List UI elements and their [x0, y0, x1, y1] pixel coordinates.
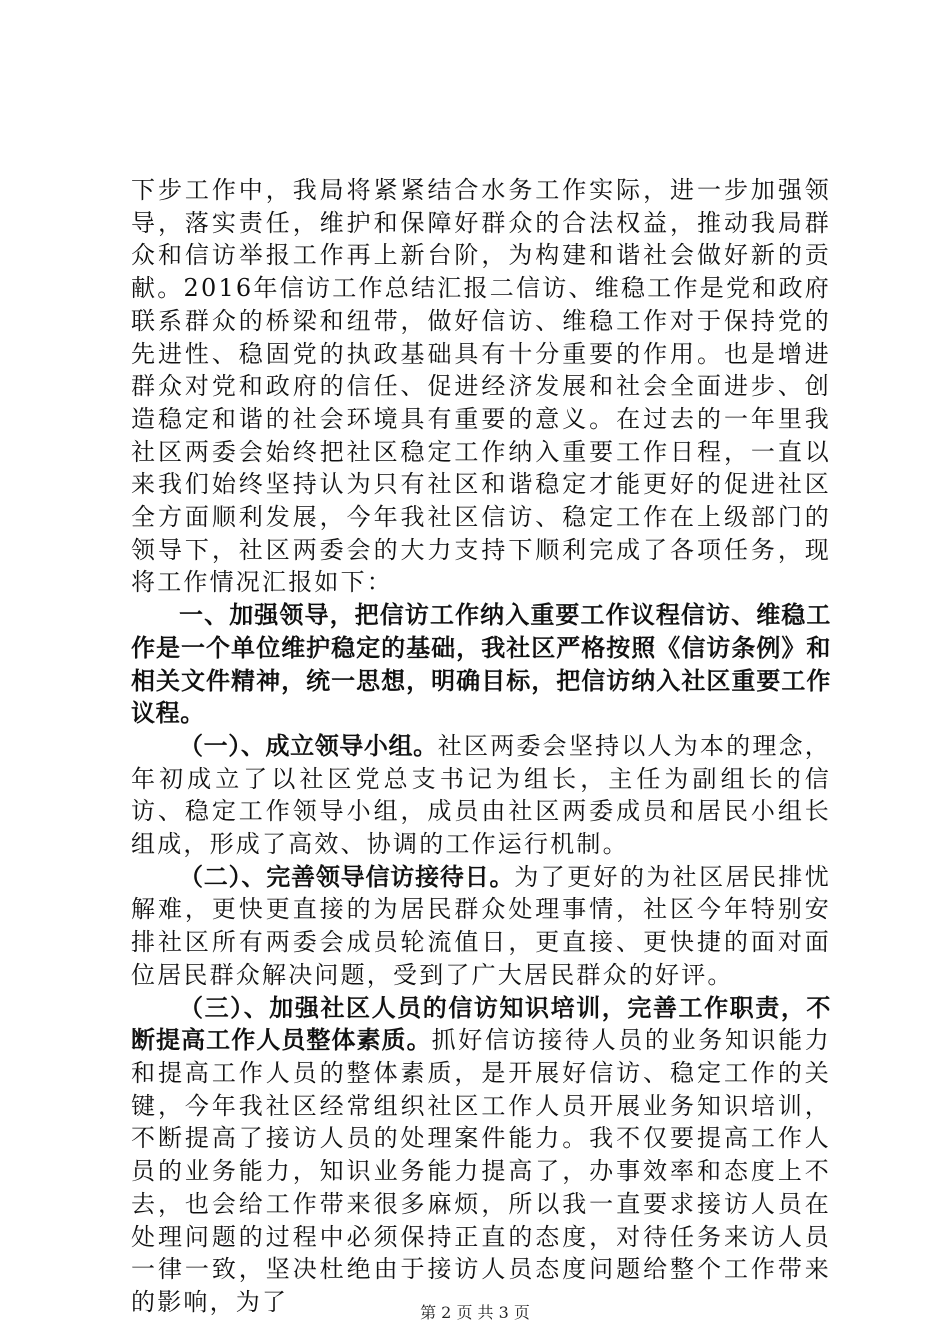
page-footer [0, 1300, 950, 1323]
paragraph-intro [131, 174, 831, 599]
item-three-text: 抓好信访接待人员的业务知识能力和提高工作人员的整体素质，是开展好信访、稳定工作的关键，今年我社区经常组织社区工作人员开展业务知识培训，不断提高了接访人员的处理案件能力。我不仅要提高工作人员的业务能力，知识业务能力提高了，办事效率和态度上不去，也会给工作带来很多麻烦，所以我一直要求接访人员在处理问题的过程中必须保持正直的态度，对待任务来访人员一律一致，坚决杜绝由于接访人员态度问题给整个工作带来的影响，为了 [131, 1026, 832, 1316]
page-number-label: 第 2 页 共 3 页 [420, 1303, 530, 1322]
paragraph-item-two [131, 861, 831, 992]
item-two-lead: （二）、完善领导信访接待日。 [179, 862, 515, 891]
item-three-lead: （三）、加强社区人员的信访知识培训，完善工作职责，不断提高工作人员整体素质。 [131, 993, 831, 1055]
section-one-text: 一、加强领导，把信访工作纳入重要工作议程信访、维稳工作是一个单位维护稳定的基础，我社区严格按照《信访条例》和相关文件精神，统一思想，明确目标，把信访纳入社区重要工作议程。 [131, 601, 831, 728]
paragraph-item-three [131, 992, 831, 1319]
item-two-text: 为了更好的为社区居民排忧解难，更快更直接的为居民群众处理事情，社区今年特别安排社区所有两委会成员轮流值日，更直接、更快捷的面对面位居民群众解决问题，受到了广大居民群众的好评。 [131, 862, 831, 989]
item-one-text: 社区两委会坚持以人为本的理念，年初成立了以社区党总支书记为组长，主任为副组长的信访、稳定工作领导小组，成员由社区两委成员和居民小组长组成，形成了高效、协调的工作运行机制。 [131, 731, 831, 859]
item-one-lead: （一）、成立领导小组。 [179, 731, 438, 760]
document-body [131, 174, 831, 1319]
paragraph-intro-text: 下步工作中，我局将紧紧结合水务工作实际，进一步加强领导，落实责任，维护和保障好群众的合法权益，推动我局群众和信访举报工作再上新台阶，为构建和谐社会做好新的贡献。2016年信访工作总结汇报二信访、维稳工作是党和政府联系群众的桥梁和纽带，做好信访、维稳工作对于保持党的先进性、稳固党的执政基础具有十分重要的作用。也是增进群众对党和政府的信任、促进经济发展和社会全面进步、创造稳定和谐的社会环境具有重要的意义。在过去的一年里我社区两委会始终把社区稳定工作纳入重要工作日程，一直以来我们始终坚持认为只有社区和谐稳定才能更好的促进社区全方面顺利发展，今年我社区信访、稳定工作在上级部门的领导下，社区两委会的大力支持下顺利完成了各项任务，现将工作情况汇报如下： [131, 176, 831, 597]
paragraph-item-one [131, 730, 831, 861]
paragraph-section-one-heading [131, 599, 831, 730]
